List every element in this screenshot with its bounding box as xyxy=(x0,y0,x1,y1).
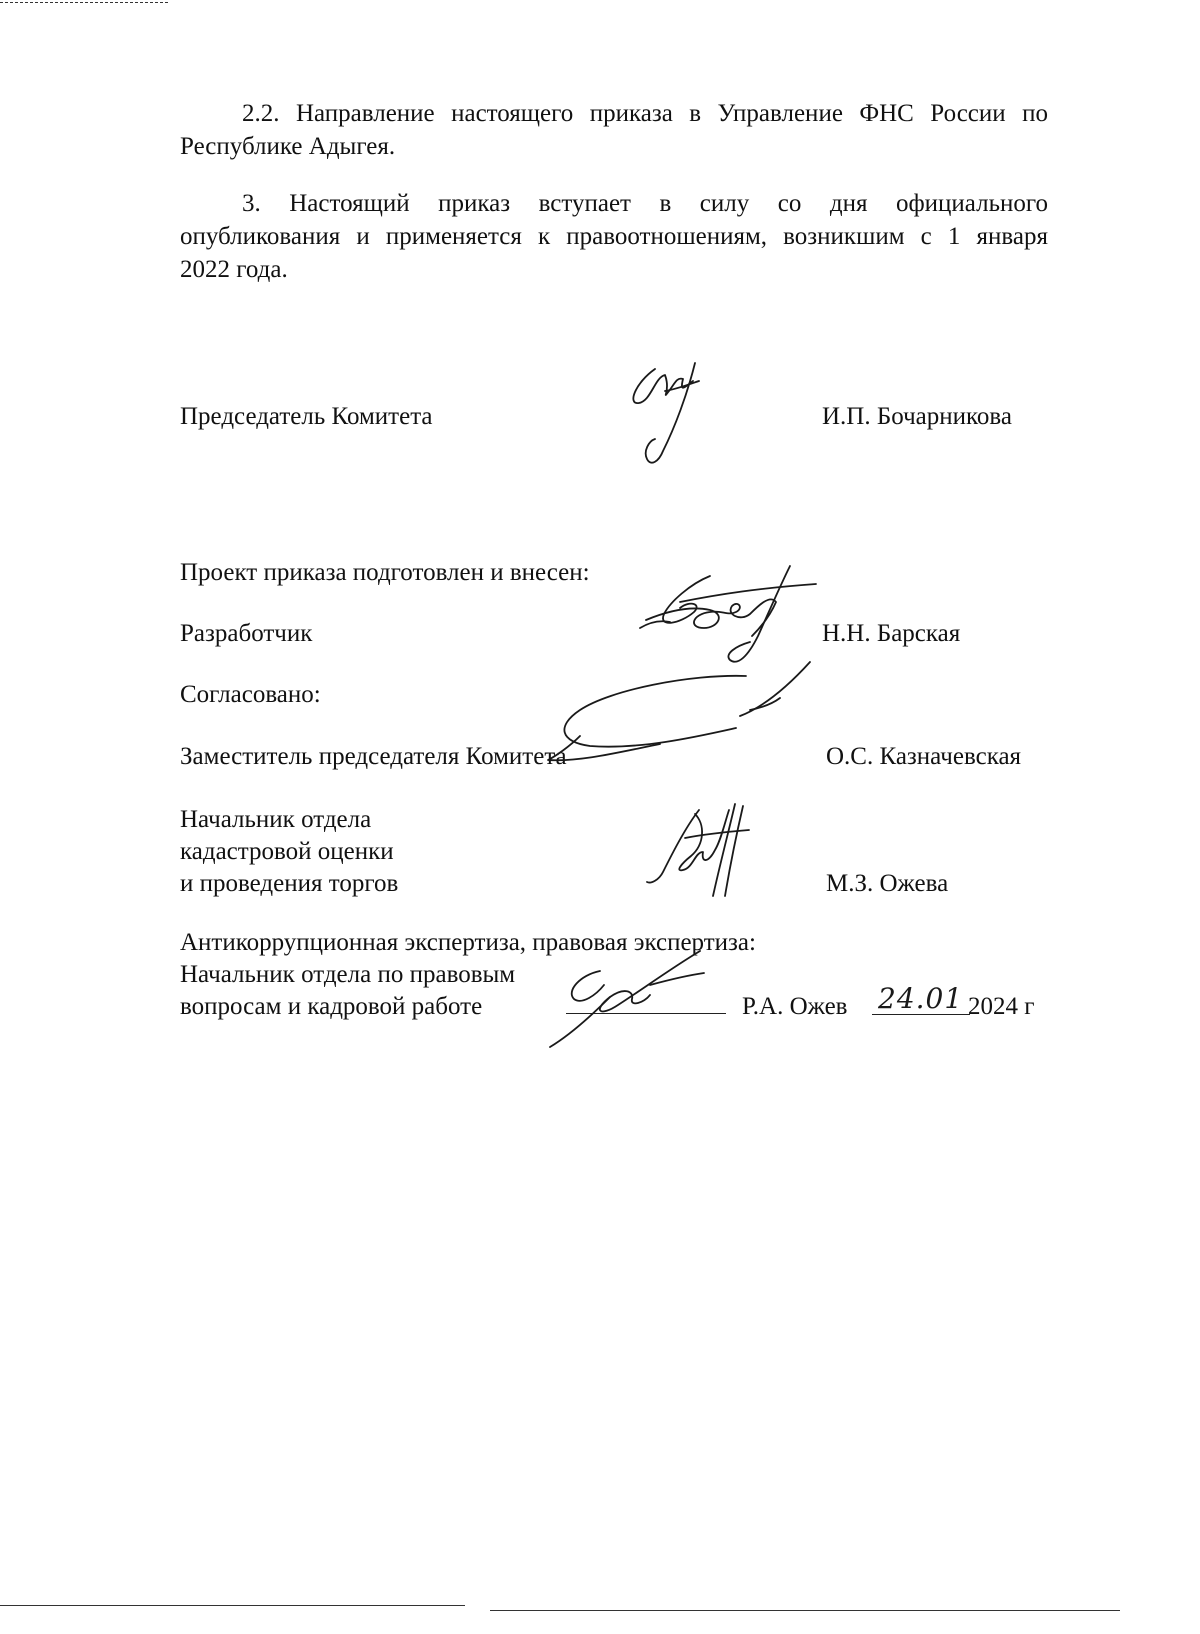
paragraph-3-line-2: опубликования и применяется к правоотношениям, возникшим с 1 января xyxy=(180,223,1048,250)
head-title-line-3: и проведения торгов xyxy=(180,870,399,897)
paragraph-2-2 xyxy=(180,97,1048,163)
deputy-name: О.С. Казначевская xyxy=(826,743,1022,770)
deputy-signature xyxy=(540,650,860,790)
chairman-signature xyxy=(625,355,715,475)
expertise-year: 2024 г xyxy=(968,993,1035,1020)
agreed-label: Согласовано: xyxy=(180,681,321,708)
expertise-signature xyxy=(540,945,740,1055)
expertise-name: Р.А. Ожев xyxy=(742,993,848,1020)
head-name: М.З. Ожева xyxy=(826,870,949,897)
paragraph-3 xyxy=(180,187,1048,286)
scan-artifact-top xyxy=(0,2,168,3)
scan-edge-bottom-right xyxy=(490,1610,1120,1611)
expertise-title-line-1: Начальник отдела по правовым xyxy=(180,961,516,988)
developer-title: Разработчик xyxy=(180,620,313,647)
paragraph-3-line-1: 3. Настоящий приказ вступает в силу со дня официального xyxy=(242,190,1048,217)
chairman-name: И.П. Бочарникова xyxy=(822,403,1012,430)
project-prepared-label: Проект приказа подготовлен и внесен: xyxy=(180,559,590,586)
scan-edge-bottom-left xyxy=(0,1605,465,1606)
expertise-title-line-2: вопросам и кадровой работе xyxy=(180,993,483,1020)
head-title-line-1: Начальник отдела xyxy=(180,806,372,833)
head-title-line-2: кадастровой оценки xyxy=(180,838,394,865)
paragraph-3-line-3: 2022 года. xyxy=(180,256,288,283)
expertise-label: Антикоррупционная экспертиза, правовая экспертиза: xyxy=(180,929,756,956)
developer-name: Н.Н. Барская xyxy=(822,620,961,647)
chairman-title: Председатель Комитета xyxy=(180,403,433,430)
deputy-title: Заместитель председателя Комитета xyxy=(180,743,567,770)
expertise-date-underline xyxy=(872,1014,970,1015)
paragraph-2-2-line-2: Республике Адыгея. xyxy=(180,133,396,160)
expertise-date-handwritten: 24.01 xyxy=(878,982,964,1015)
head-signature xyxy=(645,800,755,910)
paragraph-2-2-line-1: 2.2. Направление настоящего приказа в Управление ФНС России по xyxy=(242,100,1048,127)
